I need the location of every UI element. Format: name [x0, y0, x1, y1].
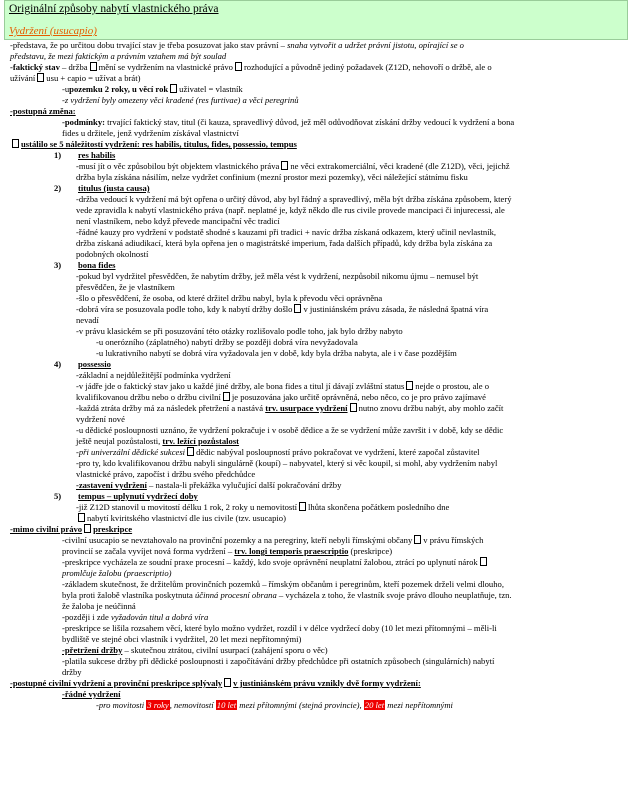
text-line: -základní a nejdůležitější podmínka vydržení	[76, 370, 231, 380]
text-line: promlčuje žalobu (praescriptio)	[62, 568, 172, 578]
arrow-icon	[350, 403, 357, 412]
text-line: fides u držitele, jenž vydržením získával vlastnictví	[62, 128, 239, 138]
text-line: -preskripce vycházela ze soudní praxe procesní – každý, kdo svoje oprávnění neuplatní žalobou, ztrácí po uplynutí nárok	[4, 557, 628, 568]
text-line: -při univerzální dědické sukcesi dědic nabýval posloupností právo pokračovat ve vydržení, které započal zůstavitel	[76, 447, 480, 457]
text-line: vydržení nové	[76, 414, 125, 424]
arrow-icon	[170, 84, 177, 93]
text-line: -pokud byl vydržitel přesvědčen, že nabytím držby, jež měla vést k vydržení, nezpůsobil nikomu újmu – nemusel být	[76, 271, 479, 281]
text-line: -pro ty, kdo kvalifikovanou držbu nabyli singulárně (koupí) – nabyvatel, který si věc koupil, si mohl, aby vydržením nabyl	[76, 458, 498, 468]
text-line: -preskripce se lišila rozsahem věcí, které bylo možno vydržet, rozdíl i v délce vydržecí doby (10 let mezi přítomnými – měli-li	[62, 623, 497, 633]
text-line: ještě neujal pozůstalosti, trv. ležící pozůstalost	[76, 436, 240, 446]
arrow-icon	[90, 62, 97, 71]
text-line: přesvědčen, že je vlastníkem	[76, 282, 175, 292]
document-page	[4, 0, 628, 711]
arrow-icon	[37, 73, 44, 82]
text-line: -pro movitosti 3 roky, nemovitostí 10 let mezi přítomnými (stejná provincie), 20 let mezi nepřítomnými	[96, 700, 453, 710]
text-line: -šlo o přesvědčení, že osoba, od které držitel držbu nabyl, byla k převodu věci oprávněna	[76, 293, 383, 303]
text-line: nabytí kviritského vlastnictví dle ius civile (tzv. usucapio)	[4, 513, 628, 524]
list-item-title: 2) titulus (iusta causa)	[54, 183, 150, 193]
arrow-icon	[281, 161, 288, 170]
text-line: -řádné vydržení	[62, 689, 121, 699]
list-item-title: 1) res habilis	[54, 150, 116, 160]
arrow-icon	[224, 678, 231, 687]
text-line: -musí jít o věc způsobilou být objektem vlastnického práva ne věci extrakomerciální, věci kradené (dle Z12D), věci, jejichž	[76, 161, 510, 171]
text-line: -platila sukcese držby při dědické posloupnosti i započítávání držby předchůdce při ostatních způsobech (singulárních) nabytí	[62, 656, 495, 666]
text-line: byla proti žalobě vlastníka poskytnuta účinná procesní obrana – vycházela z toho, že vlastník svoje právo dlouho neuplatňuje, tzn.	[62, 590, 512, 600]
text-line: nevadí	[76, 315, 99, 325]
text-line: -upozemku 2 roky, u věcí rok uživatel = vlastník	[62, 84, 243, 94]
text-line: držba získaná adiudikací, která byla opřena jen o magistrátské imperium, řada dalších případů, kdy držba byla získána za	[76, 238, 493, 248]
text-line: není vlastníkem, nebo když převede mancipační věc tradicí	[76, 216, 280, 226]
section-subtitle: Vydržení (usucapio)	[9, 25, 97, 37]
list-item-title: 5) tempus – uplynutí vydržecí doby	[54, 491, 198, 501]
header-box	[4, 0, 628, 40]
text-line: že žaloba je neúčinná	[62, 601, 136, 611]
text-line: držby	[62, 667, 82, 677]
text-line: vlastnické právo, započíst i držbu svého předchůdce	[76, 469, 256, 479]
text-line: -postupné civilní vydržení a provinční preskripce splývaly v justiniánském právu vznikly dvě formy vydržení:	[10, 678, 421, 688]
text-line: -každá ztráta držby má za následek přetržení a nastává trv. usurpace vydržení nutno znovu držbu nabýt, aby mohlo začít	[76, 403, 504, 413]
arrow-icon	[294, 304, 301, 313]
text-line: představu, že mezi faktickým a právním vztahem má být soulad	[10, 51, 227, 61]
text-line: -u onerózního (záplatného) nabytí držby se později dobrá víra nevyžadovala	[96, 337, 358, 347]
list-item-title: 4) possessio	[54, 359, 111, 369]
text-line: -zastavení vydržení – nastala-li překážka vylučující další pokračování držby	[76, 480, 342, 490]
text-line: -z vydržení byly omezeny věci kradené (res furtivae) a věci peregrinů	[62, 95, 299, 105]
document-title: Originální způsoby nabytí vlastnického práva	[9, 3, 219, 15]
arrow-icon	[299, 502, 306, 511]
text-line: ustálilo se 5 náležitostí vydržení: res habilis, titulus, fides, possessio, tempus	[4, 139, 628, 150]
text-line: -přetržení držby – skutečnou ztrátou, civilní usurpací (zahájení sporu o věc)	[62, 645, 328, 655]
text-line: -mimo civilní právo preskripce	[10, 524, 133, 534]
text-line: -faktický stav – držba mění se vydržením na vlastnické právo rozhodující a původně jediný požadavek (Z12D, nehovoří o držbě, ale o	[10, 62, 492, 72]
text-line: -u dědické posloupnosti uznáno, že vydržení pokračuje i v osobě dědice a že se vydržení může završit i v době, kdy se dědic	[76, 425, 504, 435]
text-line: bydliště ve stejné obci vlastník i vydržitel, 20 let mezi nepřítomnými)	[62, 634, 302, 644]
text-line: podobných okolností	[76, 249, 149, 259]
text-line: -civilní usucapio se nevztahovalo na provinční pozemky a na peregriny, kteří nebyli římskými občany v právu římských	[62, 535, 484, 545]
arrow-icon	[235, 62, 242, 71]
text-line: -dobrá víra se posuzovala podle toho, kdy k nabytí držby došlo v justiniánském právu zásada, že následná špatná víra	[76, 304, 489, 314]
text-line: -držba vedoucí k vydržení má být opřena o určitý důvod, aby byl řádný a spravedlivý, měla být držba získána způsobem, který	[76, 194, 512, 204]
text-line: -již Z12D stanovil u movitostí délku 1 rok, 2 roky u nemovitostí lhůta skončena počátkem posledního dne	[76, 502, 450, 512]
text-line: -v jádře jde o faktický stav jako u každé jiné držby, ale bona fides a titul jí dávají zvláštní status nejde o prostou, ale o	[76, 381, 490, 391]
text-line: -v právu klasickém se při posuzování této otázky rozlišovalo podle toho, jak bylo držby nabyto	[76, 326, 403, 336]
arrow-icon	[480, 557, 487, 566]
text-line: -později i zde vyžadován titul a dobrá víra	[62, 612, 209, 622]
text-line: -řádné kauzy pro vydržení v podstatě shodné s kauzami při tradici + navíc držba získaná odkazem, který učinil nevlastník,	[76, 227, 497, 237]
arrow-icon	[406, 381, 413, 390]
text-line: užívání usu + capio = užívat a brát)	[10, 73, 141, 83]
arrow-icon	[84, 524, 91, 533]
text-line: kvalifikovanou držbu nebo o držbu civilní je posuzována jako určitě oprávněná, nebo něco, co je pro právo zajímavé	[76, 392, 486, 402]
text-line: držba byla získána násilím, nelze vydržet confinium (mezní prostor mezi pozemky), věci náležející státnímu fisku	[76, 172, 468, 182]
text-line: -základem skutečnost, že držitelům provinčních pozemků – římským občanům i peregrinům, kteří pozemek drželi velmi dlouho,	[62, 579, 504, 589]
text-line: -podmínky: trvající faktický stav, titul (či kauza, spravedlivý důvod, jež měl odůvodňovat získání držby vedoucí k vydržení a bona	[62, 117, 515, 127]
text-line: -postupná změna:	[10, 106, 76, 116]
text-line: -představa, že po určitou dobu trvající stav je třeba posuzovat jako stav právní – snaha vytvořit a udržet právní jistotu, opírající se o	[10, 40, 464, 50]
arrow-icon	[78, 513, 85, 522]
arrow-icon	[187, 447, 194, 456]
text-line: vede zpravidla k nabytí vlastnického práva (např. neplatné je, když někdo dle rus civile provede mancipaci či injurecessi, ale	[76, 205, 505, 215]
arrow-icon	[223, 392, 230, 401]
arrow-icon	[12, 139, 19, 148]
text-line: -u lukrativního nabytí se dobrá víra vyžadovala jen v době, kdy byla držba nabyta, ale i v čase pozdějším	[96, 348, 457, 358]
arrow-icon	[414, 535, 421, 544]
list-item-title: 3) bona fides	[54, 260, 116, 270]
text-line: provincií se začala vyvíjet nová forma vydržení – trv. longi temporis praescriptio (preskripce)	[62, 546, 393, 556]
